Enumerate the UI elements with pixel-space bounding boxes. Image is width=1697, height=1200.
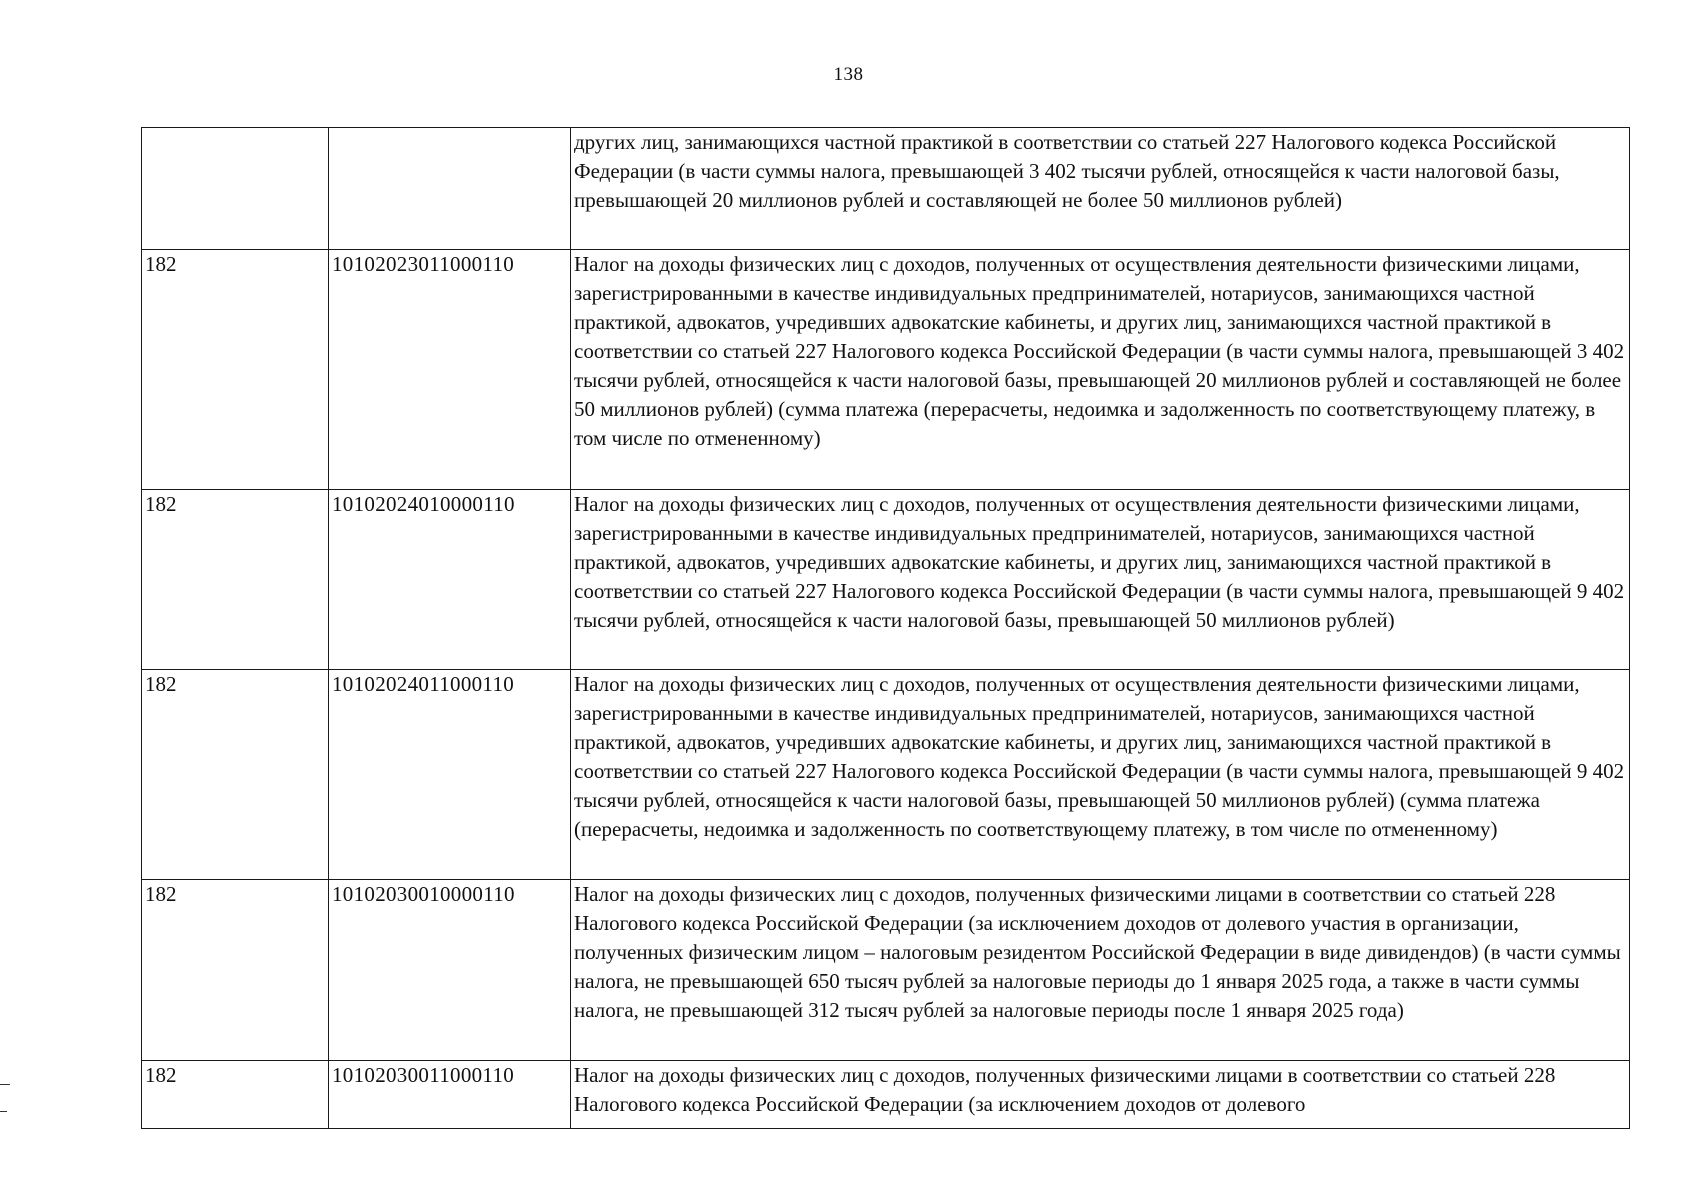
kbk-code-cell: 10102023011000110 — [329, 250, 571, 490]
margin-mark — [0, 1084, 10, 1085]
page-number: 138 — [833, 64, 864, 85]
description-cell: Налог на доходы физических лиц с доходов, полученных от осуществления деятельности физическими лицами, зарегистрированными в качестве индивидуальных предпринимателей, нотариусов, занимающихся частной практикой, адвокатов, учредивших адвокатские кабинеты, и других лиц, занимающихся частной практикой в соответствии со статьей 227 Налогового кодекса Российской Федерации (в части суммы налога, превышающей 9 402 тысячи рублей, относящейся к части налоговой базы, превышающей 50 миллионов рублей) (сумма платежа (перерасчеты, недоимка и задолженность по соответствующему платежу, в том числе по отмененному) — [571, 670, 1630, 880]
table-row — [142, 880, 1630, 1061]
description-cell: Налог на доходы физических лиц с доходов, полученных от осуществления деятельности физическими лицами, зарегистрированными в качестве индивидуальных предпринимателей, нотариусов, занимающихся частной практикой, адвокатов, учредивших адвокатские кабинеты, и других лиц, занимающихся частной практикой в соответствии со статьей 227 Налогового кодекса Российской Федерации (в части суммы налога, превышающей 9 402 тысячи рублей, относящейся к части налоговой базы, превышающей 50 миллионов рублей) — [571, 490, 1630, 670]
table-row — [142, 250, 1630, 490]
admin-code-cell: 182 — [142, 670, 329, 880]
kbk-code-cell — [329, 128, 571, 250]
table-row — [142, 1061, 1630, 1129]
table-row — [142, 128, 1630, 250]
kbk-code-cell: 10102030011000110 — [329, 1061, 571, 1129]
admin-code-cell: 182 — [142, 490, 329, 670]
admin-code-cell: 182 — [142, 1061, 329, 1129]
table-row — [142, 490, 1630, 670]
kbk-code-cell: 10102024010000110 — [329, 490, 571, 670]
kbk-code-cell: 10102030010000110 — [329, 880, 571, 1061]
description-cell: Налог на доходы физических лиц с доходов, полученных физическими лицами в соответствии со статьей 228 Налогового кодекса Российской Федерации (за исключением доходов от долевого — [571, 1061, 1630, 1129]
margin-mark — [0, 1111, 7, 1112]
description-cell: других лиц, занимающихся частной практикой в соответствии со статьей 227 Налогового кодекса Российской Федерации (в части суммы налога, превышающей 3 402 тысячи рублей, относящейся к части налоговой базы, превышающей 20 миллионов рублей и составляющей не более 50 миллионов рублей) — [571, 128, 1630, 250]
description-cell: Налог на доходы физических лиц с доходов, полученных физическими лицами в соответствии со статьей 228 Налогового кодекса Российской Федерации (за исключением доходов от долевого участия в организации, полученных физическим лицом – налоговым резидентом Российской Федерации в виде дивидендов) (в части суммы налога, не превышающей 650 тысяч рублей за налоговые периоды до 1 января 2025 года, а также в части суммы налога, не превышающей 312 тысяч рублей за налоговые периоды после 1 января 2025 года) — [571, 880, 1630, 1061]
admin-code-cell — [142, 128, 329, 250]
budget-codes-table — [141, 127, 1630, 1129]
table-row — [142, 670, 1630, 880]
kbk-code-cell: 10102024011000110 — [329, 670, 571, 880]
description-cell: Налог на доходы физических лиц с доходов, полученных от осуществления деятельности физическими лицами, зарегистрированными в качестве индивидуальных предпринимателей, нотариусов, занимающихся частной практикой, адвокатов, учредивших адвокатские кабинеты, и других лиц, занимающихся частной практикой в соответствии со статьей 227 Налогового кодекса Российской Федерации (в части суммы налога, превышающей 3 402 тысячи рублей, относящейся к части налоговой базы, превышающей 20 миллионов рублей и составляющей не более 50 миллионов рублей) (сумма платежа (перерасчеты, недоимка и задолженность по соответствующему платежу, в том числе по отмененному) — [571, 250, 1630, 490]
admin-code-cell: 182 — [142, 250, 329, 490]
admin-code-cell: 182 — [142, 880, 329, 1061]
